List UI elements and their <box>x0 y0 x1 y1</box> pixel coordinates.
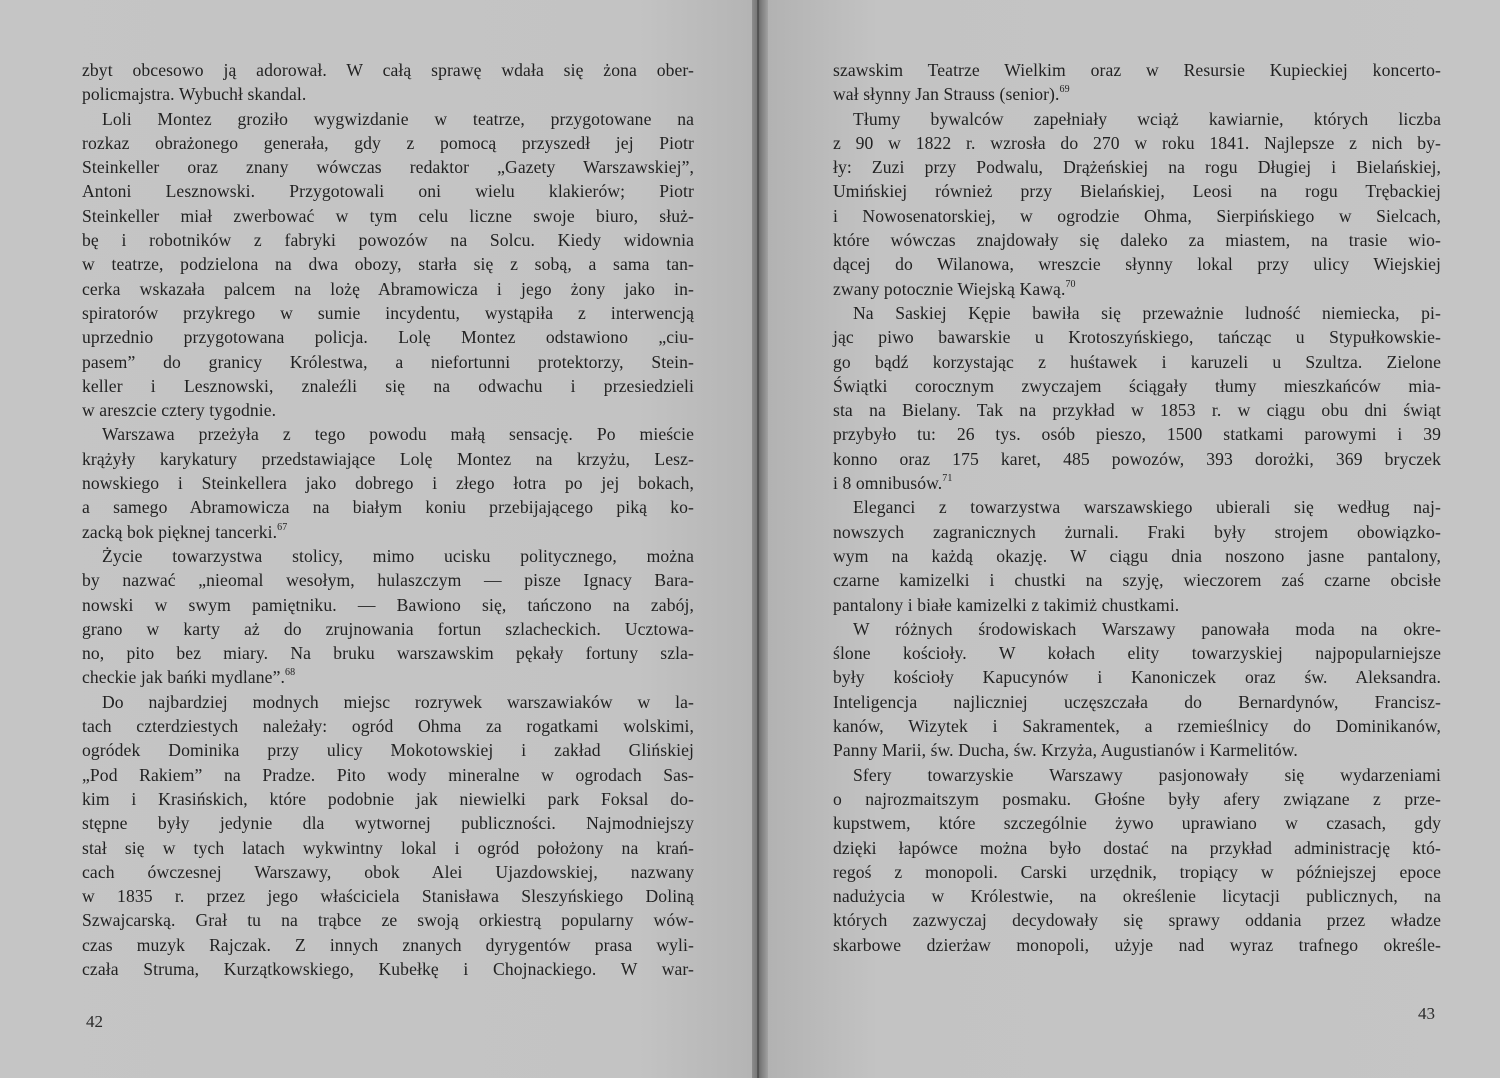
text-line-content: Świątki corocznym zwyczajem ściągały tłumy mieszkańców mia- <box>833 375 1441 396</box>
text-line-content: cach ówczesnej Warszawy, obok Alei Ujazdowskiej, nazwany <box>82 861 694 882</box>
text-line-content: Szwajcarską. Grał tu na trąbce ze swoją orkiestrą popularny wów- <box>82 910 694 931</box>
text-line <box>82 811 694 835</box>
text-line <box>833 665 1441 689</box>
text-line <box>833 860 1441 884</box>
text-line <box>82 908 694 932</box>
text-line <box>82 641 694 665</box>
text-line-content: i 8 omnibusów. <box>833 473 943 494</box>
text-line <box>82 884 694 908</box>
text-line <box>833 350 1441 374</box>
text-line <box>833 422 1441 446</box>
text-line <box>833 568 1441 592</box>
text-line-content: Sfery towarzyskie Warszawy pasjonowały się wydarzeniami <box>853 764 1441 785</box>
text-line <box>833 252 1441 276</box>
text-line-content: zwany potocznie Wiejską Kawą. <box>833 278 1066 299</box>
text-line <box>82 131 694 155</box>
text-line <box>82 350 694 374</box>
text-line-content: w 1835 r. przez jego właściciela Stanisława Sleszyńskiego Doliną <box>82 886 694 907</box>
text-line-content: z 90 w 1822 r. wzrosła do 270 w roku 1841. Najlepsze z nich by- <box>833 132 1441 153</box>
text-line-content: by nazwać „nieomal wesołym, hulaszczym — pisze Ignacy Bara- <box>82 570 694 591</box>
footnote-reference: 67 <box>277 521 288 533</box>
text-line-content: i Nowosenatorskiej, w ogrodzie Ohma, Sierpińskiego w Sielcach, <box>833 205 1441 226</box>
text-line-content: ślone kościoły. W kołach elity towarzyskiej najpopularniejsze <box>833 643 1441 664</box>
text-line-content: rozkaz obrażonego generała, gdy z pomocą przyszedł jej Piotr <box>82 132 694 153</box>
text-line <box>82 495 694 519</box>
text-line-content: Życie towarzystwa stolicy, mimo ucisku politycznego, można <box>102 545 694 566</box>
text-line-content: w teatrze, podzielona na dwa obozy, starła się z sobą, a sama tan- <box>82 254 694 275</box>
text-line-content: Inteligencja najliczniej uczęszczała do Bernardynów, Francisz- <box>833 691 1441 712</box>
text-line-content: były kościoły Kapucynów i Kanoniczek oraz św. Aleksandra. <box>833 667 1441 688</box>
text-line-content: dzięki łapówce można było dostać na przykład administrację któ- <box>833 837 1441 858</box>
footnote-reference: 70 <box>1065 278 1076 290</box>
text-line-content: czas muzyk Rajczak. Z innych znanych dyrygentów prasa wyli- <box>82 934 694 955</box>
text-line-content: Do najbardziej modnych miejsc rozrywek warszawiaków w la- <box>102 691 694 712</box>
text-line-content: przybyło tu: 26 tys. osób pieszo, 1500 statkami parowymi i 39 <box>833 424 1441 445</box>
text-line <box>82 325 694 349</box>
text-line-content: go bądź korzystając z huśtawek i karuzeli u Szultza. Zielone <box>833 351 1441 372</box>
text-line <box>833 398 1441 422</box>
text-line <box>82 593 694 617</box>
text-line <box>833 82 1441 106</box>
right-page <box>768 0 1500 1078</box>
text-line <box>82 665 694 689</box>
text-line <box>833 787 1441 811</box>
text-line-content: tach czterdziestych należały: ogród Ohma za rogatkami wolskimi, <box>82 716 694 737</box>
text-line-content: ły: Zuzi przy Podwalu, Drążeńskiej na rogu Długiej i Bielańskiej, <box>833 157 1441 178</box>
text-line <box>82 471 694 495</box>
text-line-content: pantalony i białe kamizelki z takimiż chustkami. <box>833 594 1180 615</box>
text-line-content: Tłumy bywalców zapełniały wciąż kawiarnie, których liczba <box>853 108 1441 129</box>
text-line <box>833 155 1441 179</box>
text-line <box>833 179 1441 203</box>
text-line-content: kupstwem, które szczególnie żywo uprawiano w czasach, gdy <box>833 813 1441 834</box>
text-line <box>833 301 1441 325</box>
text-line <box>833 228 1441 252</box>
text-line-content: spiratorów przykrego w sumie incydentu, wystąpiła z interwencją <box>82 302 694 323</box>
text-line <box>833 447 1441 471</box>
text-line-content: nowski w swym pamiętniku. — Bawiono się, tańczono na zabój, <box>82 594 694 615</box>
text-line-content: „Pod Rakiem” na Pradze. Pito wody mineralne w ogrodach Sas- <box>82 764 694 785</box>
text-line-content: Loli Montez groziło wygwizdanie w teatrze, przygotowane na <box>102 108 694 129</box>
right-page-number: 43 <box>1418 1004 1435 1023</box>
text-line <box>82 82 694 106</box>
text-line <box>833 277 1441 301</box>
text-line <box>833 325 1441 349</box>
gutter-fold-line <box>757 0 759 1078</box>
text-line <box>82 155 694 179</box>
text-line-content: Na Saskiej Kępie bawiła się przeważnie ludność niemiecka, pi- <box>853 302 1441 323</box>
text-line <box>82 398 694 422</box>
text-line-content: wał słynny Jan Strauss (senior). <box>833 84 1060 105</box>
text-line-content: W różnych środowiskach Warszawy panowała moda na okre- <box>853 618 1441 639</box>
text-line-content: stał się w tych latach wykwintny lokal i ogród położony na krań- <box>82 837 694 858</box>
text-line-content: których zazwyczaj decydowały się sprawy oddania przez władze <box>833 910 1441 931</box>
text-line <box>82 617 694 641</box>
text-line <box>82 957 694 981</box>
text-line-content: w areszcie cztery tygodnie. <box>82 400 277 421</box>
text-line <box>82 714 694 738</box>
text-line <box>833 374 1441 398</box>
footnote-reference: 71 <box>942 473 953 485</box>
text-line-content: Steinkeller miał zwerbować w tym celu liczne swoje biuro, służ- <box>82 205 694 226</box>
footnote-reference: 69 <box>1059 84 1070 96</box>
text-line <box>82 787 694 811</box>
text-line <box>82 422 694 446</box>
text-line-content: jąc piwo bawarskie u Krotoszyńskiego, tańcząc u Stypułkowskie- <box>833 327 1441 348</box>
text-line <box>82 179 694 203</box>
text-line <box>82 374 694 398</box>
text-line-content: nadużycia w Królestwie, na określenie licytacji publicznych, na <box>833 886 1441 907</box>
text-line <box>82 447 694 471</box>
text-line <box>833 617 1441 641</box>
text-line <box>833 107 1441 131</box>
text-line <box>833 714 1441 738</box>
text-line-content: szawskim Teatrze Wielkim oraz w Resursie Kupieckiej koncerto- <box>833 60 1441 80</box>
text-line-content: nowszych zagranicznych żurnali. Fraki były strojem obowiązko- <box>833 521 1441 542</box>
text-line-content: Steinkeller oraz znany wówczas redaktor „Gazety Warszawskiej”, <box>82 157 694 178</box>
text-line-content: konno oraz 175 karet, 485 powozów, 393 dorożki, 369 bryczek <box>833 448 1441 469</box>
text-line-content: Eleganci z towarzystwa warszawskiego ubierali się według naj- <box>853 497 1441 518</box>
right-page-text <box>833 58 1441 957</box>
text-line-content: czarne kamizelki i chustki na szyję, wieczorem zaś czarne obcisłe <box>833 570 1441 591</box>
text-line <box>833 811 1441 835</box>
text-line <box>833 131 1441 155</box>
text-line-content: Umińskiej również przy Bielańskiej, Leosi na rogu Trębackiej <box>833 181 1441 202</box>
text-line-content: Warszawa przeżyła z tego powodu małą sensację. Po mieście <box>102 424 694 445</box>
text-line-content: uprzednio przygotowana policja. Lolę Montez odstawiono „ciu- <box>82 327 694 348</box>
text-line <box>82 568 694 592</box>
book-gutter <box>752 0 768 1078</box>
left-page-text <box>82 58 694 981</box>
text-line-content: o najrozmaitszym posmaku. Głośne były afery związane z prze- <box>833 788 1441 809</box>
footnote-reference: 68 <box>284 667 296 679</box>
text-line-content: dącej do Wilanowa, wreszcie słynny lokal przy ulicy Wiejskiej <box>833 254 1441 275</box>
text-line <box>833 836 1441 860</box>
text-line <box>833 204 1441 228</box>
text-line <box>833 544 1441 568</box>
text-line-content: wym na każdą okazję. W ciągu dnia noszono jasne pantalony, <box>833 545 1441 566</box>
text-line <box>833 520 1441 544</box>
text-line <box>833 738 1441 762</box>
text-line <box>833 641 1441 665</box>
text-line <box>82 836 694 860</box>
text-line <box>82 544 694 568</box>
text-line <box>833 471 1441 495</box>
text-line <box>82 933 694 957</box>
text-line-content: które wówczas znajdowały się daleko za miastem, na trasie wio- <box>833 230 1441 251</box>
text-line-content: pasem” do granicy Królestwa, a niefortunni protektorzy, Stein- <box>82 351 694 372</box>
text-line-content: czała Struma, Kurzątkowskiego, Kubełkę i Chojnackiego. W war- <box>82 958 694 979</box>
text-line-content: a samego Abramowicza na białym koniu przebijającego piką ko- <box>82 497 694 518</box>
text-line <box>82 204 694 228</box>
text-line <box>82 277 694 301</box>
text-line <box>833 884 1441 908</box>
text-line <box>82 107 694 131</box>
text-line <box>833 495 1441 519</box>
text-line-content: grano w karty aż do zrujnowania fortun szlacheckich. Ucztowa- <box>82 618 694 639</box>
text-line-content: checkie jak bańki mydlane”. <box>82 667 285 688</box>
text-line <box>833 593 1441 617</box>
text-line <box>82 690 694 714</box>
text-line <box>833 933 1441 957</box>
text-line-content: ogródek Dominika przy ulicy Mokotowskiej i zakład Glińskiej <box>82 740 694 761</box>
text-line-content: keller i Lesznowski, znaleźli się na odwachu i przesiedzieli <box>82 375 694 396</box>
text-line <box>82 228 694 252</box>
text-line <box>82 860 694 884</box>
text-line-content: no, pito bez miary. Na bruku warszawskim pękały fortuny szla- <box>82 643 694 664</box>
text-line-content: sta na Bielany. Tak na przykład w 1853 r. w ciągu obu dni świąt <box>833 400 1441 421</box>
text-line-content: Panny Marii, św. Ducha, św. Krzyża, Augustianów i Karmelitów. <box>833 740 1298 761</box>
text-line-content: zacką bok pięknej tancerki. <box>82 521 278 542</box>
text-line-content: policmajstra. Wybuchł skandal. <box>82 84 307 105</box>
text-line <box>82 252 694 276</box>
text-line-content: kim i Krasińskich, które podobnie jak niewielki park Foksal do- <box>82 788 694 809</box>
text-line <box>82 763 694 787</box>
text-line-content: zbyt obcesowo ją adorował. W całą sprawę wdała się żona ober- <box>82 60 694 80</box>
text-line-content: kanów, Wizytek i Sakramentek, a rzemieślnicy do Dominikanów, <box>833 716 1441 737</box>
text-line <box>833 58 1441 82</box>
text-line-content: skarbowe dzierżaw monopoli, użyje nad wyraz trafnego określe- <box>833 934 1441 955</box>
text-line <box>833 763 1441 787</box>
text-line-content: nowskiego i Steinkellera jako dobrego i złego łotra po jej bokach, <box>82 473 694 494</box>
text-line-content: krążyły karykatury przedstawiające Lolę Montez na krzyżu, Lesz- <box>82 448 694 469</box>
text-line <box>82 301 694 325</box>
text-line-content: cerka wskazała palcem na lożę Abramowicza i jego żony jako in- <box>82 278 694 299</box>
text-line-content: regoś z monopoli. Carski urzędnik, tropiący w późniejszej epoce <box>833 861 1441 882</box>
text-line <box>833 690 1441 714</box>
text-line <box>82 738 694 762</box>
text-line-content: stępne były jedynie dla wytwornej publiczności. Najmodniejszy <box>82 813 694 834</box>
text-line <box>82 520 694 544</box>
text-line-content: Antoni Lesznowski. Przygotowali oni wielu klakierów; Piotr <box>82 181 694 202</box>
text-line <box>82 58 694 82</box>
left-page-number: 42 <box>86 1012 103 1031</box>
text-line-content: bę i robotników z fabryki powozów na Solcu. Kiedy widownia <box>82 230 694 251</box>
text-line <box>833 908 1441 932</box>
